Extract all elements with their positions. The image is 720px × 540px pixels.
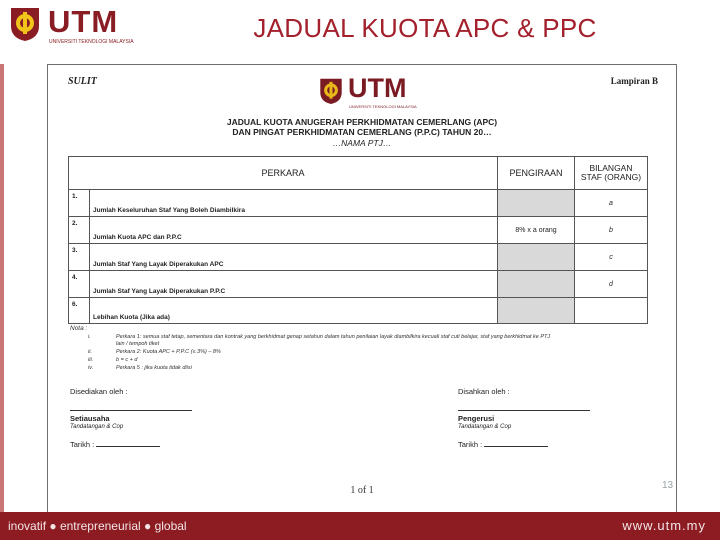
row-number: 3. (69, 244, 90, 271)
signature-line (70, 396, 192, 411)
document-logo-wordmark: UTM (348, 73, 407, 103)
date-line (96, 446, 160, 447)
note-item (88, 357, 137, 363)
row-number: 6. (69, 298, 90, 324)
date-line (484, 446, 548, 447)
logo-subtext: UNIVERSITI TEKNOLOGI MALAYSIA (49, 39, 134, 45)
note-item (88, 349, 221, 355)
document-image (47, 64, 677, 514)
quota-table (68, 156, 648, 324)
row-pengiraan: 8% x a orang (498, 217, 575, 244)
header-bilangan-staf: BILANGAN STAF (ORANG) (575, 157, 648, 190)
signature-line (458, 396, 590, 411)
approved-by-sub: Tandatangan & Cop (458, 424, 512, 430)
left-accent-bar (0, 64, 4, 512)
note-item (88, 334, 550, 340)
document-title-line-3: …NAMA PTJ… (332, 138, 392, 148)
note-text: b = c + d (116, 357, 138, 363)
row-pengiraan (498, 271, 575, 298)
table-row (69, 244, 648, 271)
document-title-line-1: JADUAL KUOTA ANUGERAH PERKHIDMATAN CEMERLANG (APC) (226, 117, 498, 127)
row-pengiraan (498, 298, 575, 324)
row-perkara: Jumlah Staf Yang Layak Diperakukan APC (90, 244, 498, 271)
row-staf: b (575, 217, 648, 244)
note-text: lain / tempoh tiket (116, 341, 160, 347)
row-number: 1. (69, 190, 90, 217)
prepared-by-label: Disediakan oleh : (70, 387, 128, 396)
row-staf (575, 298, 648, 324)
attachment-label: Lampiran B (610, 76, 658, 86)
footer-tagline: inovatif ● entrepreneurial ● global (8, 519, 187, 533)
row-staf: a (575, 190, 648, 217)
footer-bar (0, 512, 720, 540)
utm-emblem-icon (318, 77, 344, 105)
note-text: Perkara 2: Kuota APC + P.P.C (≤ 3%) – 8% (116, 349, 221, 355)
row-perkara: Jumlah Kuota APC dan P.P.C (90, 217, 498, 244)
row-number: 2. (69, 217, 90, 244)
approved-by-role: Pengerusi (458, 414, 495, 423)
row-perkara: Lebihan Kuota (Jika ada) (90, 298, 498, 324)
slide-title: JADUAL KUOTA APC & PPC (253, 13, 597, 43)
row-pengiraan (498, 190, 575, 217)
table-header-row (69, 157, 648, 190)
prepared-by-sub: Tandatangan & Cop (70, 424, 124, 430)
row-staf: c (575, 244, 648, 271)
table-row (69, 190, 648, 217)
slide-number: 13 (662, 480, 674, 491)
logo-wordmark: UTM (48, 4, 119, 39)
table-row (69, 271, 648, 298)
document-logo (318, 73, 438, 111)
row-perkara: Jumlah Keseluruhan Staf Yang Boleh Diambilkira (90, 190, 498, 217)
prepared-by-block (70, 387, 192, 449)
header-pengiraan: PENGIRAAN (498, 157, 575, 190)
note-number: i. (88, 334, 91, 340)
row-staf: d (575, 271, 648, 298)
footer-url: www.utm.my (622, 518, 706, 533)
prepared-date-row (70, 440, 192, 449)
row-pengiraan (498, 244, 575, 271)
date-label: Tarikh : (70, 440, 95, 449)
note-item (88, 365, 192, 371)
note-number: iii. (88, 357, 94, 363)
notes-label: Nota : (70, 325, 88, 332)
approved-by-block (458, 387, 590, 449)
row-perkara: Jumlah Staf Yang Layak Diperakukan P.P.C (90, 271, 498, 298)
note-number: iv. (88, 365, 94, 371)
date-label: Tarikh : (458, 440, 483, 449)
document-title-line-2: DAN PINGAT PERKHIDMATAN CEMERLANG (P.P.C) TAHUN 20… (232, 127, 492, 137)
document-page-number: 1 of 1 (350, 485, 374, 496)
approved-date-row (458, 440, 590, 449)
note-item (88, 341, 159, 347)
classification-label: SULIT (68, 76, 97, 87)
prepared-by-role: Setiausaha (70, 414, 110, 423)
approved-by-label: Disahkan oleh : (458, 387, 510, 396)
table-row (69, 298, 648, 324)
note-text: Perkara 5 : jika kuota tidak diisi (116, 365, 192, 371)
note-number: ii. (88, 349, 92, 355)
row-number: 4. (69, 271, 90, 298)
header-perkara: PERKARA (69, 157, 498, 190)
table-row (69, 217, 648, 244)
note-text: Perkara 1: semua staf tetap, sementara dan kontrak yang berkhidmat genap setahun dalam tahun penilaian layak diambilkira kecuali staf cuti belajar, staf yang berkhidmat ke PTJ (116, 334, 551, 340)
document-logo-subtext: UNIVERSITI TEKNOLOGI MALAYSIA (349, 104, 417, 109)
